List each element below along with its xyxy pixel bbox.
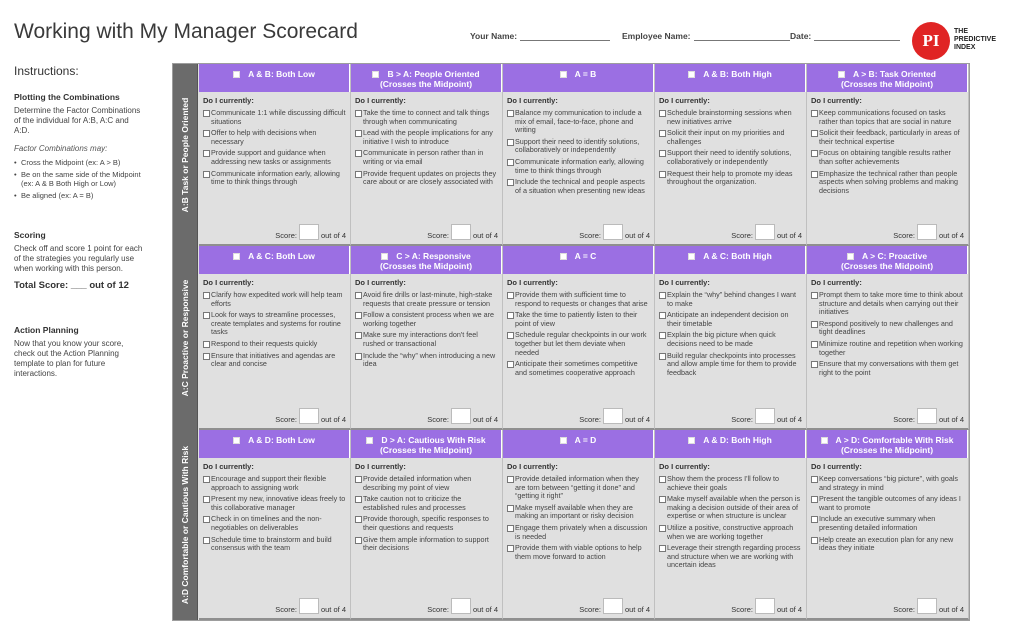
strategy-checkbox[interactable]: Leverage their strength regarding process and structure when we are working with uncertain ideas [659,544,802,570]
score-box[interactable] [603,598,623,614]
strategy-checkbox[interactable]: Provide them with sufficient time to respond to requests or changes that arise [507,291,650,308]
strategy-checkbox[interactable]: Present my new, innovative ideas freely to this collaborative manager [203,495,346,512]
header-checkbox[interactable] [821,437,828,444]
cell-ac-aligned [503,246,655,430]
score-box[interactable] [917,598,937,614]
ask-label: Do I currently: [811,462,862,471]
strategy-checkbox[interactable]: Take the time to patiently listen to their point of view [507,311,650,328]
cell-header[interactable]: A & B: Both Low [199,64,350,92]
plotting-text: Determine the Factor Combinations of the individual for A:B, A:C and A:D. [14,106,141,135]
score-field: Score: out of 4 [893,408,964,424]
cell-ad-cautious [351,430,503,620]
ask-label: Do I currently: [659,96,710,105]
cell-body [807,92,968,198]
cell-body [199,458,350,556]
strategy-checkbox[interactable]: Schedule time to brainstorm and build consensus with the team [203,536,346,553]
score-field: Score: out of 4 [731,224,802,240]
score-box[interactable] [451,224,471,240]
plotting-heading: Plotting the Combinations [14,92,120,102]
action-heading: Action Planning [14,325,79,335]
strategy-checkbox[interactable]: Request their help to promote my ideas throughout the organization. [659,170,802,187]
page-title: Working with My Manager Scorecard [14,20,358,43]
date-line[interactable] [814,33,900,41]
cell-header[interactable]: B > A: People Oriented (Crosses the Midpoint) [351,64,502,92]
cell-header[interactable]: A = C [503,246,654,274]
strategy-checkbox[interactable]: Explain the “why” behind changes I want to make [659,291,802,308]
strategy-checkbox[interactable]: Provide thorough, specific responses to their questions and requests [355,515,498,532]
strategy-checkbox[interactable]: Communicate information early, allowing time to think things through [203,170,346,187]
ask-label: Do I currently: [507,278,558,287]
strategy-checkbox[interactable]: Ensure that my conversations with them get right to the point [811,360,964,377]
score-box[interactable] [755,598,775,614]
strategy-checkbox[interactable]: Keep communications focused on tasks rather than topics that are social in nature [811,109,964,126]
ask-label: Do I currently: [659,462,710,471]
strategy-checkbox[interactable]: Make myself available when they are making an important or risky decision [507,504,650,521]
cell-body [351,458,502,556]
ask-label: Do I currently: [507,462,558,471]
strategy-checkbox[interactable]: Build regular checkpoints into processes and allow ample time for them to provide feedback [659,352,802,378]
cell-header[interactable]: A > B: Task Oriented (Crosses the Midpoint) [807,64,968,92]
pi-logo [912,22,1012,62]
header-checkbox[interactable] [233,253,240,260]
cell-ad-both-high [655,430,807,620]
strategy-checkbox[interactable]: Make myself available when the person is making a decision outside of their area of expertise or when structure is unclear [659,495,802,521]
header-checkbox[interactable] [560,71,567,78]
cell-ac-responsive [351,246,503,430]
your-name-line[interactable] [520,33,610,41]
date-label: Date: [790,31,812,41]
cell-body [655,274,806,380]
strategy-checkbox[interactable]: Support their need to identify solutions, collaboratively or independently [659,149,802,166]
factor-heading: Factor Combinations may: [14,144,108,153]
strategy-checkbox[interactable]: Show them the process I'll follow to achieve their goals [659,475,802,492]
cell-body [807,458,968,556]
strategy-checkbox[interactable]: Take the time to connect and talk things through when communicating [355,109,498,126]
header-checkbox[interactable] [688,253,695,260]
cell-body [655,92,806,190]
score-box[interactable] [917,224,937,240]
strategy-checkbox[interactable]: Include an executive summary when presenting detailed information [811,515,964,532]
strategy-checkbox[interactable]: Ensure that initiatives and agendas are clear and concise [203,352,346,369]
strategy-checkbox[interactable]: Minimize routine and repetition when working together [811,340,964,357]
score-box[interactable] [451,408,471,424]
header-checkbox[interactable] [560,437,567,444]
logo-line-1: THE [954,28,968,35]
ask-label: Do I currently: [355,278,406,287]
cell-body [199,92,350,190]
score-box[interactable] [451,598,471,614]
strategy-checkbox[interactable]: Solicit their feedback, particularly in areas of their technical expertise [811,129,964,146]
factor-item: • Be aligned (ex: A = B) [14,191,144,201]
cell-ad-comfortable [807,430,969,620]
cell-body [199,274,350,372]
strategy-checkbox[interactable]: Respond to their requests quickly [203,340,346,349]
score-field: Score: out of 4 [731,598,802,614]
strategy-checkbox[interactable]: Explain the big picture when quick decisions need to be made [659,331,802,348]
cell-ac-proactive [807,246,969,430]
cell-header[interactable]: A & C: Both Low [199,246,350,274]
strategy-checkbox[interactable]: Utilize a positive, constructive approach when we are working together [659,524,802,541]
cell-header[interactable]: A = B [503,64,654,92]
strategy-checkbox[interactable]: Give them ample information to support their decisions [355,536,498,553]
strategy-checkbox[interactable]: Communicate information early, allowing time to think things through [507,158,650,175]
cell-body [351,274,502,372]
ask-label: Do I currently: [355,96,406,105]
cell-header[interactable]: A > D: Comfortable With Risk (Crosses the Midpoint) [807,430,968,458]
cell-ab-aligned [503,64,655,246]
cell-ab-both-high [655,64,807,246]
header-checkbox[interactable] [688,71,695,78]
strategy-checkbox[interactable]: Encourage and support their flexible approach to assigning work [203,475,346,492]
score-field: Score: out of 4 [579,224,650,240]
row-label-ad: A:D Comfortable or Cautious With Risk [173,430,198,620]
strategy-checkbox[interactable]: Include the “why” when introducing a new idea [355,352,498,369]
logo-line-3: INDEX [954,44,976,51]
score-field: Score: out of 4 [275,598,346,614]
score-field: Score: out of 4 [579,598,650,614]
score-box[interactable] [299,598,319,614]
strategy-checkbox[interactable]: Balance my communication to include a mix of email, face-to-face, phone and writing [507,109,650,135]
score-box[interactable] [755,408,775,424]
score-box[interactable] [755,224,775,240]
score-box[interactable] [603,224,623,240]
strategy-checkbox[interactable]: Lead with the people implications for any initiative I wish to introduce [355,129,498,146]
score-field: Score: out of 4 [275,408,346,424]
score-box[interactable] [603,408,623,424]
cell-header[interactable]: A & D: Both High [655,430,806,458]
employee-name-field[interactable] [622,31,790,41]
score-field: Score: out of 4 [893,224,964,240]
score-field: Score: out of 4 [427,408,498,424]
strategy-checkbox[interactable]: Emphasize the technical rather than people aspects when solving problems and making decisions [811,170,964,196]
strategy-checkbox[interactable]: Provide support and guidance when addressing new tasks or assignments [203,149,346,166]
cell-body [351,92,502,190]
strategy-checkbox[interactable]: Look for ways to streamline processes, create templates and systems for routine tasks [203,311,346,337]
ask-label: Do I currently: [203,96,254,105]
strategy-checkbox[interactable]: Avoid fire drills or last-minute, high-stake requests that create pressure or tension [355,291,498,308]
cell-ac-both-high [655,246,807,430]
strategy-checkbox[interactable]: Communicate 1:1 while discussing difficult situations [203,109,346,126]
cell-ab-both-low [199,64,351,246]
cell-header[interactable]: A > C: Proactive (Crosses the Midpoint) [807,246,968,274]
strategy-checkbox[interactable]: Provide them with viable options to help them move forward to action [507,544,650,561]
strategy-checkbox[interactable]: Clarify how expedited work will help team efforts [203,291,346,308]
strategy-checkbox[interactable]: Respond positively to new challenges and tight deadlines [811,320,964,337]
employee-name-line[interactable] [694,33,790,41]
score-field: Score: out of 4 [427,224,498,240]
factor-item: • Cross the Midpoint (ex: A > B) [14,158,144,168]
header-checkbox[interactable] [688,437,695,444]
header-checkbox[interactable] [381,253,388,260]
cell-header[interactable]: A & B: Both High [655,64,806,92]
ask-label: Do I currently: [355,462,406,471]
ask-label: Do I currently: [659,278,710,287]
strategy-checkbox[interactable]: Make sure my interactions don't feel rushed or transactional [355,331,498,348]
header-checkbox[interactable] [233,437,240,444]
strategy-checkbox[interactable]: Take caution not to criticize the established rules and processes [355,495,498,512]
cell-ab-people-oriented [351,64,503,246]
action-text: Now that you know your score, check out the Action Planning template to plan for future interactions. [14,339,124,378]
instructions-sidebar [14,64,144,379]
strategy-checkbox[interactable]: Provide frequent updates on projects they care about or are closely associated with [355,170,498,187]
strategy-checkbox[interactable]: Focus on obtaining tangible results rather than softer achievements [811,149,964,166]
cell-header[interactable]: D > A: Cautious With Risk (Crosses the Midpoint) [351,430,502,458]
cell-body [655,458,806,573]
instructions-heading: Instructions: [14,64,79,78]
ask-label: Do I currently: [811,96,862,105]
strategy-checkbox[interactable]: Provide detailed information when describing my point of view [355,475,498,492]
score-field: Score: out of 4 [579,408,650,424]
header-checkbox[interactable] [838,71,845,78]
strategy-checkbox[interactable]: Follow a consistent process when we are working together [355,311,498,328]
strategy-checkbox[interactable]: Anticipate their sometimes competitive and sometimes cooperative approach [507,360,650,377]
score-field: Score: out of 4 [893,598,964,614]
your-name-label: Your Name: [470,31,518,41]
strategy-checkbox[interactable]: Include the technical and people aspects of a situation when presenting new ideas [507,178,650,195]
strategy-checkbox[interactable]: Present the tangible outcomes of any ideas I want to promote [811,495,964,512]
cell-body [503,274,654,380]
logo-line-2: PREDICTIVE [954,36,997,43]
factor-list [14,158,144,200]
ask-label: Do I currently: [811,278,862,287]
ask-label: Do I currently: [507,96,558,105]
score-box[interactable] [299,408,319,424]
scoring-text: Check off and score 1 point for each of the strategies you regularly use when working with this person. [14,244,143,273]
date-field[interactable] [790,31,900,41]
logo-text [954,28,1012,52]
strategy-checkbox[interactable]: Solicit their input on my priorities and challenges [659,129,802,146]
cell-body [503,92,654,198]
score-field: Score: out of 4 [427,598,498,614]
cell-ab-task-oriented [807,64,969,246]
factor-item: • Be on the same side of the Midpoint (ex: A & B Both High or Low) [14,170,144,189]
cell-header[interactable]: A & C: Both High [655,246,806,274]
strategy-checkbox[interactable]: Offer to help with decisions when necessary [203,129,346,146]
your-name-field[interactable] [470,31,610,41]
header-checkbox[interactable] [233,71,240,78]
strategy-checkbox[interactable]: Schedule regular checkpoints in our work together but let them deviate when needed [507,331,650,357]
total-score: Total Score: ___ out of 12 [14,280,129,291]
cell-header[interactable]: A & D: Both Low [199,430,350,458]
cell-header[interactable]: A = D [503,430,654,458]
employee-name-label: Employee Name: [622,31,691,41]
row-label-ac: A:C Proactive or Responsive [173,246,198,430]
row-label-ab: A:B Task or People Oriented [173,64,198,246]
header-checkbox[interactable] [372,71,379,78]
header-checkbox[interactable] [366,437,373,444]
cell-ac-both-low [199,246,351,430]
cell-ad-both-low [199,430,351,620]
strategy-checkbox[interactable]: Keep conversations “big picture”, with goals and strategy in mind [811,475,964,492]
strategy-checkbox[interactable]: Provide detailed information when they are torn between “getting it done” and “getting it right” [507,475,650,501]
logo-mark: PI [912,22,950,60]
score-box[interactable] [917,408,937,424]
score-field: Score: out of 4 [731,408,802,424]
header-checkbox[interactable] [847,253,854,260]
cell-ad-aligned [503,430,655,620]
cell-header[interactable]: C > A: Responsive (Crosses the Midpoint) [351,246,502,274]
ask-label: Do I currently: [203,278,254,287]
strategy-checkbox[interactable]: Help create an execution plan for any new ideas they initiate [811,536,964,553]
score-field: Score: out of 4 [275,224,346,240]
scoring-heading: Scoring [14,230,46,240]
header-checkbox[interactable] [560,253,567,260]
strategy-checkbox[interactable]: Support their need to identify solutions, collaboratively or independently [507,138,650,155]
scorecard-grid [172,63,970,621]
cell-body [503,458,654,564]
ask-label: Do I currently: [203,462,254,471]
score-box[interactable] [299,224,319,240]
strategy-checkbox[interactable]: Communicate in person rather than in writing or via email [355,149,498,166]
cell-body [807,274,968,380]
strategy-checkbox[interactable]: Check in on timelines and the non-negotiables on deliverables [203,515,346,532]
strategy-checkbox[interactable]: Prompt them to take more time to think about structure and details when carrying out their initiatives [811,291,964,317]
strategy-checkbox[interactable]: Engage them privately when a discussion is needed [507,524,650,541]
strategy-checkbox[interactable]: Schedule brainstorming sessions when new initiatives arrive [659,109,802,126]
strategy-checkbox[interactable]: Anticipate an independent decision on their timetable [659,311,802,328]
